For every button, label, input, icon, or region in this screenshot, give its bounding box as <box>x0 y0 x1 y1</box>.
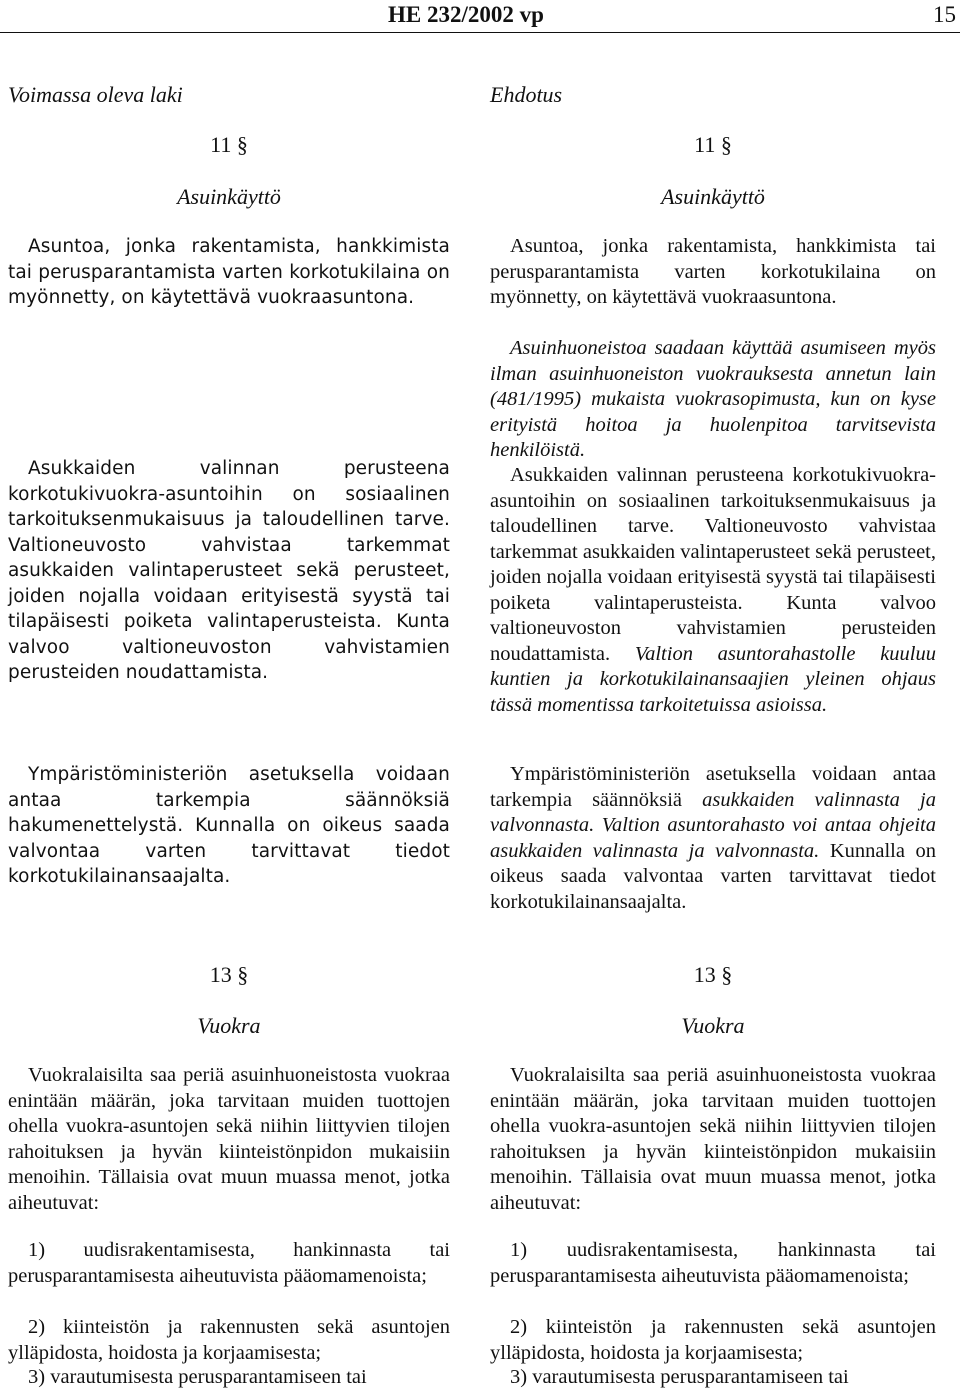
text-run: Kunnalla on oikeus saada valvontaa varten tarvittavat tiedot korkotukilainansaajalta. <box>490 839 936 913</box>
column-heading: Voimassa oleva laki <box>8 82 183 107</box>
text-run: Asukkaiden valinnan perusteena korkotukivuokra-asuntoihin on sosiaalinen tarkoituksenmukaisuus ja taloudellinen tarve. Valtioneuvosto vahvistaa tarkemmat asukkaiden valintaperusteet sekä perusteet, joiden nojalla voidaan erityisestä syystä tai tilapäisesti poiketa valintaperusteista. Kunta valvoo valtioneuvoston vahvistamien perusteiden noudattamista. <box>490 464 936 665</box>
section-title: Asuinkäyttö <box>661 184 765 209</box>
list-item: 3) varautumisesta perusparantamiseen tai <box>28 1366 367 1388</box>
list-item: 1) uudisrakentamisesta, hankinnasta tai perusparantamisesta aiheutuvista pääomamenoista; <box>8 1239 450 1287</box>
text-run-amendment: Valtion asuntorahastolle kuuluu kuntien ja korkotukilainansaajien yleinen ohjaus tässä momentissa tarkoitetuissa asioissa. <box>490 642 936 716</box>
page-header <box>0 0 960 34</box>
header-divider <box>0 32 960 33</box>
list-item: 2) kiinteistön ja rakennusten sekä asuntojen ylläpidosta, hoidosta ja korjaamisesta; <box>8 1316 450 1364</box>
section-title: Vuokra <box>197 1013 261 1038</box>
paragraph-amendment: Asuinhuoneistoa saadaan käyttää asumiseen myös ilman asuinhuoneiston vuokrauksesta annetun lain (481/1995) mukaista vuokrasopimusta, kun on kyse erityistä hoitoa ja huolenpitoa tarvitsevista henkilöistä. <box>490 337 936 461</box>
text-run-amendment: asukkaiden valinnasta ja valvonnasta. Valtion asuntorahasto voi antaa ohjeita asukkaiden valinnasta ja valvonnasta. <box>490 788 936 862</box>
paragraph: Ympäristöministeriön asetuksella voidaan antaa tarkempia säännöksiä hakumenettelystä. Kunnalla on oikeus saada valvontaa varten tarvittavat tiedot korkotukilainansaajalta. <box>8 764 450 887</box>
column-heading: Ehdotus <box>490 82 563 107</box>
section-number: 13 § <box>693 962 733 987</box>
document-id: HE 232/2002 vp <box>388 2 544 27</box>
section-number: 13 § <box>209 962 249 987</box>
paragraph: Asuntoa, jonka rakentamista, hankkimista tai perusparantamista varten korkotukilaina on myönnetty, on käytettävä vuokraasuntona. <box>490 235 936 308</box>
section-number: 11 § <box>210 132 248 157</box>
text-run: Ympäristöministeriön asetuksella voidaan antaa tarkempia säännöksiä <box>490 763 936 811</box>
paragraph <box>490 762 936 915</box>
section-number: 11 § <box>694 132 732 157</box>
section-title: Asuinkäyttö <box>177 184 281 209</box>
paragraph: Asukkaiden valinnan perusteena korkotukivuokra-asuntoihin on sosiaalinen tarkoituksenmukaisuus ja taloudellinen tarve. Valtioneuvosto vahvistaa tarkemmat asukkaiden valintaperusteet sekä perusteet, joiden nojalla voidaan erityisestä syystä tai tilapäisesti poiketa valintaperusteista. Kunta valvoo valtioneuvoston vahvistamien perusteiden noudattamista. <box>8 458 450 683</box>
paragraph: Vuokralaisilta saa periä asuinhuoneistosta vuokraa enintään määrän, joka tarvitaan muiden tuottojen ohella vuokra-asuntojen sekä niihin liittyvien tilojen rahoituksen ja hyvän kiinteistönpidon mukaisiin menoihin. Tällaisia ovat muun muassa menot, jotka aiheutuvat: <box>8 1064 450 1214</box>
paragraph: Vuokralaisilta saa periä asuinhuoneistosta vuokraa enintään määrän, joka tarvitaan muiden tuottojen ohella vuokra-asuntojen sekä niihin liittyvien tilojen rahoituksen ja hyvän kiinteistönpidon mukaisiin menoihin. Tällaisia ovat muun muassa menot, jotka aiheutuvat: <box>490 1064 936 1214</box>
section-title: Vuokra <box>681 1013 745 1038</box>
list-item: 1) uudisrakentamisesta, hankinnasta tai perusparantamisesta aiheutuvista pääomamenoista; <box>490 1239 936 1287</box>
page-number: 15 <box>933 2 956 27</box>
paragraph <box>490 463 936 718</box>
list-item: 3) varautumisesta perusparantamiseen tai <box>510 1366 849 1388</box>
paragraph: Asuntoa, jonka rakentamista, hankkimista tai perusparantamista varten korkotukilaina on myönnetty, on käytettävä vuokraasuntona. <box>8 236 450 308</box>
list-item: 2) kiinteistön ja rakennusten sekä asuntojen ylläpidosta, hoidosta ja korjaamisesta; <box>490 1316 936 1364</box>
